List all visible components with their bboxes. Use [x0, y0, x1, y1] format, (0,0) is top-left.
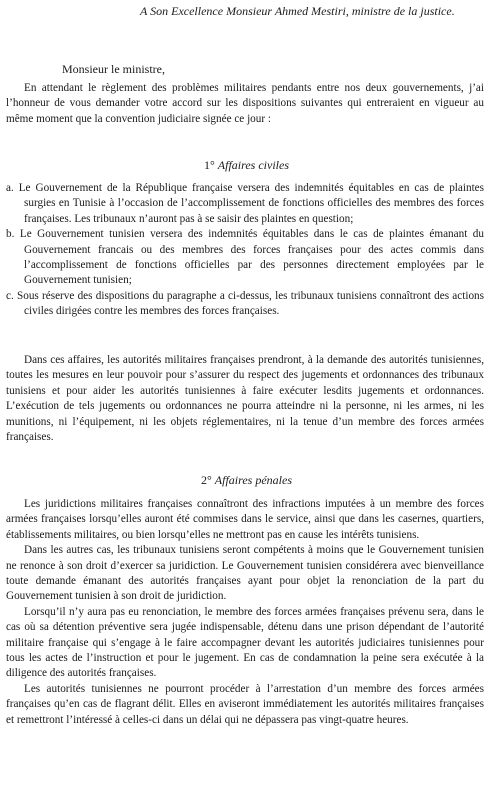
section-1-number: 1° — [203, 158, 215, 172]
section-2-body — [6, 497, 484, 728]
section-2-number: 2° — [200, 473, 212, 487]
section-1-paragraph: Dans ces affaires, les autorités militaires françaises prendront, à la demande des autorités tunisiennes, toutes les mesures en leur pouvoir pour s’assurer du respect des jugements et ordonnances des tribunaux tunisiens et pour aider les autorités tunisiennes à faire exécuter lesdits jugements et ordonnances. L’exécution de tels jugements ou ordonnances ne pourra atteindre ni la personne, ni les armes, ni les munitions, ni l’équipement, ni les objets réglementaires, ni la tenue d’un membre des forces armées françaises. — [6, 354, 484, 444]
item-b: b. Le Gouvernement tunisien versera des indemnités équitables dans le cas de plaintes émanant du Gouvernement francais ou des membres des forces françaises pour des actes commis dans l’accomplissement de fonctions officielles par des personnes directement employées par le Gouvernement tunisien; — [6, 228, 484, 287]
section-1-heading — [0, 158, 493, 173]
section-2-paragraph-3: Lorsqu’il n’y aura pas eu renonciation, le membre des forces armées françaises prévenu sera, dans le cas où sa détention préventive sera jugée indispensable, détenu dans une prison dépendant de l’autorité militaire française qui s’engage à le faire accompagner devant les autorités judiciaires tunisiennes pour tous les actes de l’instruction et pour le jugement. En cas de condamnation la peine sera exécutée à la diligence des autorités françaises. — [6, 605, 484, 680]
item-c: c. Sous réserve des dispositions du paragraphe a ci-dessus, les tribunaux tunisiens connaîtront des actions civiles dirigées contre les membres des forces françaises. — [6, 289, 484, 318]
intro-paragraph: En attendant le règlement des problèmes militaires pendants entre nos deux gouvernements, j’ai l’honneur de vous demander votre accord sur les dispositions suivantes qui entreraient en vigueur au même moment que la convention judiciaire signée ce jour : — [6, 82, 484, 125]
section-1-title: Affaires civiles — [217, 158, 289, 172]
addressee: A Son Excellence Monsieur Ahmed Mestiri, ministre de la justice. — [140, 4, 455, 18]
section-2-paragraph-2: Dans les autres cas, les tribunaux tunisiens seront compétents à moins que le Gouvernement tunisien ne renonce à son droit d’exercer sa juridiction. Le Gouvernement tunisien considérera avec bienveillance toute demande émanant des autorités françaises ayant pour objet la renonciation de la part du Gouvernement tunisien à son droit de juridiction. — [6, 544, 484, 603]
section-1-body — [6, 181, 484, 320]
item-a: a. Le Gouvernement de la République française versera des indemnités équitables en cas de plaintes surgies en Tunisie à l’occasion de l’accomplissement de fonctions officielles des membres des forces françaises. Les tribunaux n’auront pas à se saisir des plaintes en question; — [6, 182, 484, 225]
section-2-paragraph-4: Les autorités tunisiennes ne pourront procéder à l’arrestation d’un membre des forces armées françaises qu’en cas de flagrant délit. Elles en aviseront immédiatement les autorités militaires françaises et remettront l’intéressé à celles-ci dans un délai qui ne dépassera pas vingt-quatre heures. — [6, 682, 484, 726]
section-2-heading — [0, 473, 493, 488]
salutation: Monsieur le ministre, — [62, 62, 165, 76]
section-2-paragraph-1: Les juridictions militaires françaises connaîtront des infractions imputées à un membre des forces armées françaises lorsqu’elles auront été commises dans le service, ainsi que dans les casernes, quartiers, établissements militaires, ou bien lorsqu’elles ne mettront pas en cause les intérêts tunisiens. — [6, 498, 484, 541]
section-2-title: Affaires pénales — [214, 473, 293, 487]
